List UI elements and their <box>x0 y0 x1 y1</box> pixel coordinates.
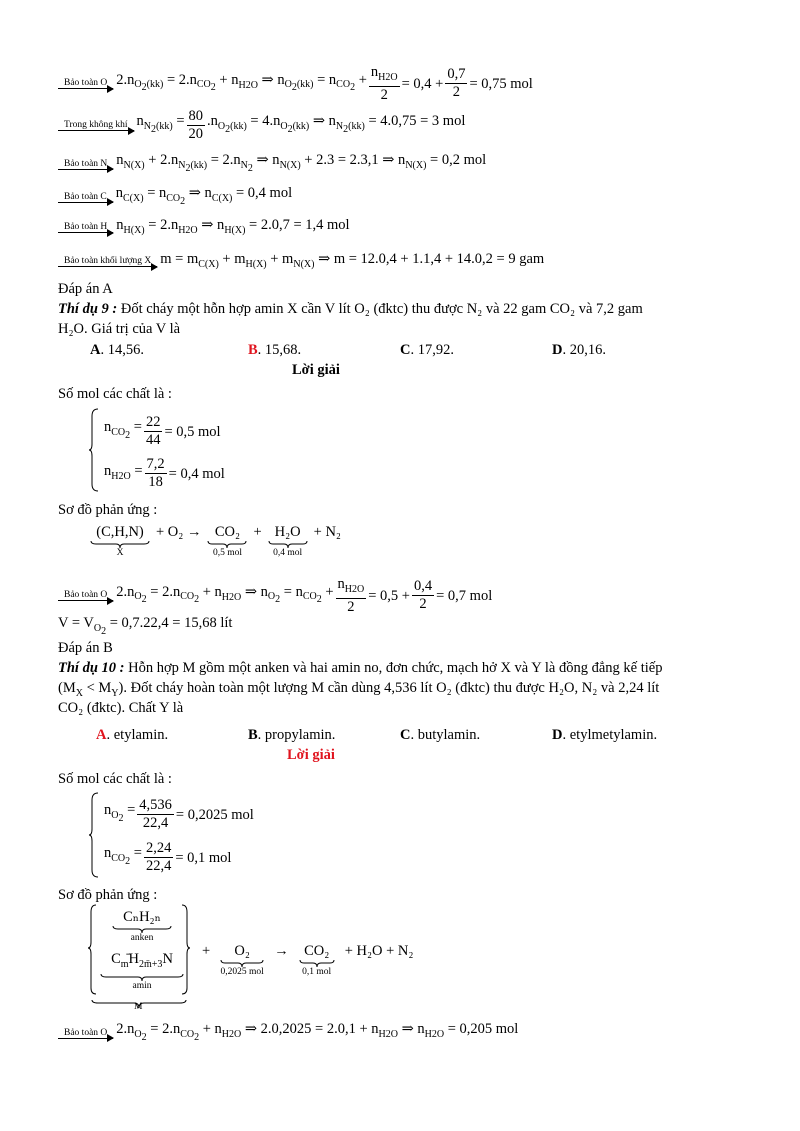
example-10-line2: $(M_X < M_Y)$. Đốt cháy hoàn toàn một lượng M cần dùng 4,536 lít O₂ (đktc) thu được H₂O, N₂ và 2,24 lít <box>58 680 660 699</box>
equation-o-balance-2: Bảo toàn O $2.n_{O_2} = 2.n_{CO_2} + n_{H2O}$ ⇒ $n_{O_2} = n_{CO_2}$ + $\frac{n_{H2O}}{2}$ = 0,5 + $\frac{0,4}{2}$ = 0,7 mol <box>58 576 492 616</box>
reaction-scheme-10: + O₂ 0,2025 mol → CO₂ 0,1 mol + H₂O + N₂ <box>202 943 414 977</box>
equation-o-balance-3: Bảo toàn O $2.n_{O_2} = 2.n_{CO_2} + n_{H2O}$ ⇒ $2.0,2025 = 2.0,1 + n_{H2O}$ ⇒ $n_{H2O} = 0,205$ mol <box>58 1020 518 1047</box>
solution-heading: Lời giải <box>287 747 335 763</box>
option-d: D. etylmetylamin. <box>552 727 658 743</box>
option-a: A. 14,56. <box>90 342 144 358</box>
option-c: C. 17,92. <box>400 342 454 358</box>
example-10-line3: CO₂ (đktc). Chất Y là <box>58 700 184 716</box>
solution-heading: Lời giải <box>292 362 340 378</box>
mol-co2: $n_{CO_2}$ = $\frac{2,24}{22,4}$ = 0,1 mol <box>104 840 232 874</box>
schema-title: Sơ đồ phản ứng : <box>58 887 158 903</box>
mol-title: Số mol các chất là : <box>58 771 172 787</box>
example-9-line1: Thí dụ 9 : Đốt cháy một hỗn hợp amin X cần V lít O₂ (đktc) thu được N₂ và 22 gam CO₂ và 7,2 gam <box>58 301 643 317</box>
mol-co2: $n_{CO_2}$ = $\frac{22}{44}$ = 0,5 mol <box>104 414 221 448</box>
fraction: $\frac{n_{H2O}}{2}$ <box>370 64 398 103</box>
anken-formula: CₙH₂ₙ anken <box>100 908 184 943</box>
amin-formula: $C_m̄H_{2m̄+3}N$ amin <box>100 950 184 991</box>
option-a: A. etylamin. <box>96 727 169 743</box>
brace-icon <box>88 792 100 878</box>
fraction: $\frac{80}{20}$ <box>188 108 203 142</box>
schema-title: Sơ đồ phản ứng : <box>58 502 158 518</box>
m-caption: M <box>134 1002 143 1012</box>
volume-result: $V = V_{O_2} = 0,7.22,4 = 15,68$ lít <box>58 615 233 637</box>
arrow-label: Bảo toàn N <box>58 159 113 170</box>
arrow-label: Bảo toàn H <box>58 222 113 233</box>
equation-n-balance: Bảo toàn N $n_{N(X)} + 2.n_{N_2(kk)} = 2.n_{N_2}$ ⇒ $n_{N(X)} + 2.3 = 2.3,1$ ⇒ $n_{N(X)} = 0,2$ mol <box>58 151 486 178</box>
arrow-label: Bảo toàn O <box>58 78 113 89</box>
equation-h-balance: Bảo toàn H $n_{H(X)} = 2.n_{H2O}$ ⇒ $n_{H(X)} = 2.0,7 = 1,4$ mol <box>58 216 350 240</box>
arrow-label: Trong không khí <box>58 120 134 131</box>
arrow-label: Bảo toàn C <box>58 192 113 203</box>
arrow-label: Bảo toàn khối lượng X <box>58 256 157 267</box>
equation-o-balance-1: Bảo toàn O $2.n_{O_2(kk)} = 2.n_{CO_2} + n_{H2O}$ ⇒ $n_{O_2(kk)} = n_{CO_2}$ + $\frac{n_{H2O}}{2}$ = 0,4 + $\frac{0,7}{2}$ = 0,75 mol <box>58 64 533 104</box>
option-b: B. propylamin. <box>248 727 336 743</box>
brace-icon <box>88 408 100 492</box>
equation-c-balance: Bảo toàn C $n_{C(X)} = n_{CO_2}$ ⇒ $n_{C(X)} = 0,4$ mol <box>58 184 292 211</box>
option-c: C. butylamin. <box>400 727 481 743</box>
mol-o2: $n_{O_2}$ = $\frac{4,536}{22,4}$ = 0,2025 mol <box>104 797 254 831</box>
equation-air: Trong không khí $n_{N_2(kk)}$ = $\frac{80}{20}$ $.n_{O_2(kk)} = 4.n_{O_2(kk)}$ ⇒ $n_{N_2(kk)} = 4.0,75 = 3$ mol <box>58 108 465 143</box>
option-d: D. 20,16. <box>552 342 606 358</box>
mol-h2o: $n_{H2O}$ = $\frac{7,2}{18}$ = 0,4 mol <box>104 456 225 490</box>
option-b: B. 15,68. <box>248 342 302 358</box>
answer-a: Đáp án A <box>58 281 113 297</box>
equation-mass-balance: Bảo toàn khối lượng X $m = m_{C(X)} + m_{H(X)} + m_{N(X)}$ ⇒ m = 12.0,4 + 1.1,4 + 14.0,2 = 9 gam <box>58 250 544 274</box>
reaction-scheme-9: (C,H,N) X + O₂ → CO₂ 0,5 mol + H₂O 0,4 mol + N₂ <box>90 523 341 558</box>
example-10-line1: Thí dụ 10 : Hỗn hợp M gồm một anken và hai amin no, đơn chức, mạch hở X và Y là đồng đẳng kế tiếp <box>58 660 663 676</box>
mol-title: Số mol các chất là : <box>58 386 172 402</box>
example-9-line2: H₂O. Giá trị của V là <box>58 321 181 337</box>
answer-b: Đáp án B <box>58 640 113 656</box>
fraction: $\frac{0,7}{2}$ <box>447 66 466 101</box>
